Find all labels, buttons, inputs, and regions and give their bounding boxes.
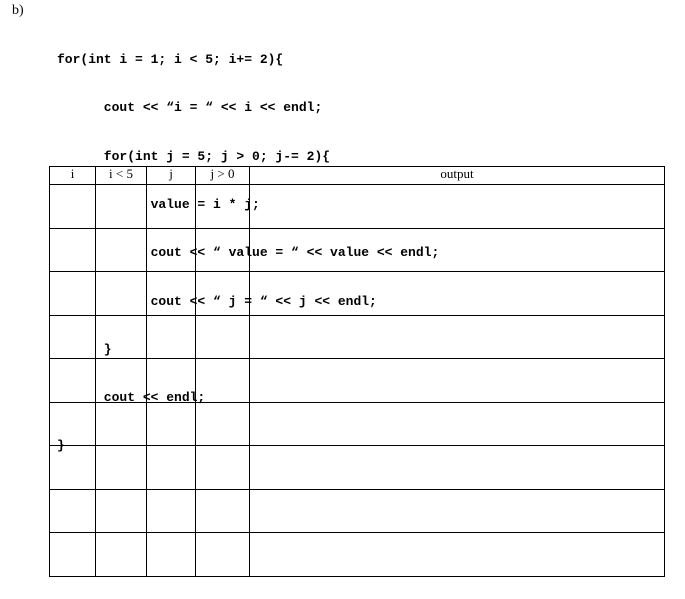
cell-i-less-than-5[interactable] (96, 402, 147, 446)
cell-j[interactable] (147, 446, 196, 490)
cell-j[interactable] (147, 533, 196, 577)
cell-i[interactable] (50, 315, 96, 359)
cell-j[interactable] (147, 315, 196, 359)
table-row (50, 228, 665, 272)
code-line: cout << endl; (57, 390, 206, 406)
column-header-j-greater-than-0: j > 0 (196, 167, 250, 185)
cell-i[interactable] (50, 272, 96, 316)
part-label: b) (12, 3, 24, 18)
cell-i[interactable] (50, 359, 96, 403)
column-header-i-less-than-5: i < 5 (96, 167, 147, 185)
table-row (50, 533, 665, 577)
cell-i[interactable] (50, 533, 96, 577)
cell-j-greater-than-0[interactable] (196, 446, 250, 490)
column-header-output: output (250, 167, 665, 185)
code-line: } (57, 341, 112, 357)
cell-i[interactable] (50, 185, 96, 229)
table-row (50, 489, 665, 533)
cell-output[interactable] (250, 446, 665, 490)
code-line: for(int i = 1; i < 5; i+= 2){ (57, 52, 284, 68)
code-line: value = i * j; (57, 197, 260, 213)
cell-output[interactable] (250, 228, 665, 272)
cell-i-less-than-5[interactable] (96, 489, 147, 533)
cell-i-less-than-5[interactable] (96, 315, 147, 359)
cell-j[interactable] (147, 489, 196, 533)
table-row (50, 402, 665, 446)
column-header-j: j (147, 167, 196, 185)
cell-i[interactable] (50, 228, 96, 272)
table-row (50, 446, 665, 490)
cell-output[interactable] (250, 272, 665, 316)
cell-j-greater-than-0[interactable] (196, 402, 250, 446)
cell-j[interactable] (147, 228, 196, 272)
cell-j-greater-than-0[interactable] (196, 533, 250, 577)
cell-j[interactable] (147, 359, 196, 403)
cell-i-less-than-5[interactable] (96, 272, 147, 316)
cell-j[interactable] (147, 185, 196, 229)
table-row (50, 315, 665, 359)
table-row (50, 359, 665, 403)
cell-i-less-than-5[interactable] (96, 446, 147, 490)
trace-table-body (50, 185, 665, 577)
cell-j-greater-than-0[interactable] (196, 489, 250, 533)
cell-j-greater-than-0[interactable] (196, 228, 250, 272)
cell-output[interactable] (250, 315, 665, 359)
table-row (50, 272, 665, 316)
cell-i[interactable] (50, 402, 96, 446)
cell-j-greater-than-0[interactable] (196, 359, 250, 403)
cell-i[interactable] (50, 489, 96, 533)
trace-table (49, 166, 665, 577)
cell-i-less-than-5[interactable] (96, 185, 147, 229)
cell-j[interactable] (147, 272, 196, 316)
code-line: cout << “ j = “ << j << endl; (57, 293, 377, 309)
table-row (50, 185, 665, 229)
cell-j-greater-than-0[interactable] (196, 272, 250, 316)
cell-i-less-than-5[interactable] (96, 533, 147, 577)
table-header-row (50, 167, 665, 185)
code-line: cout << “i = “ << i << endl; (57, 100, 323, 116)
code-line: } (57, 438, 65, 454)
code-line: for(int j = 5; j > 0; j-= 2){ (57, 148, 331, 164)
cell-output[interactable] (250, 489, 665, 533)
cell-j-greater-than-0[interactable] (196, 185, 250, 229)
code-line: cout << “ value = “ << value << endl; (57, 245, 440, 261)
cell-j-greater-than-0[interactable] (196, 315, 250, 359)
cell-output[interactable] (250, 402, 665, 446)
cell-output[interactable] (250, 185, 665, 229)
cell-i[interactable] (50, 446, 96, 490)
cell-output[interactable] (250, 533, 665, 577)
cell-i-less-than-5[interactable] (96, 359, 147, 403)
column-header-i: i (50, 167, 96, 185)
cell-j[interactable] (147, 402, 196, 446)
cell-i-less-than-5[interactable] (96, 228, 147, 272)
cell-output[interactable] (250, 359, 665, 403)
